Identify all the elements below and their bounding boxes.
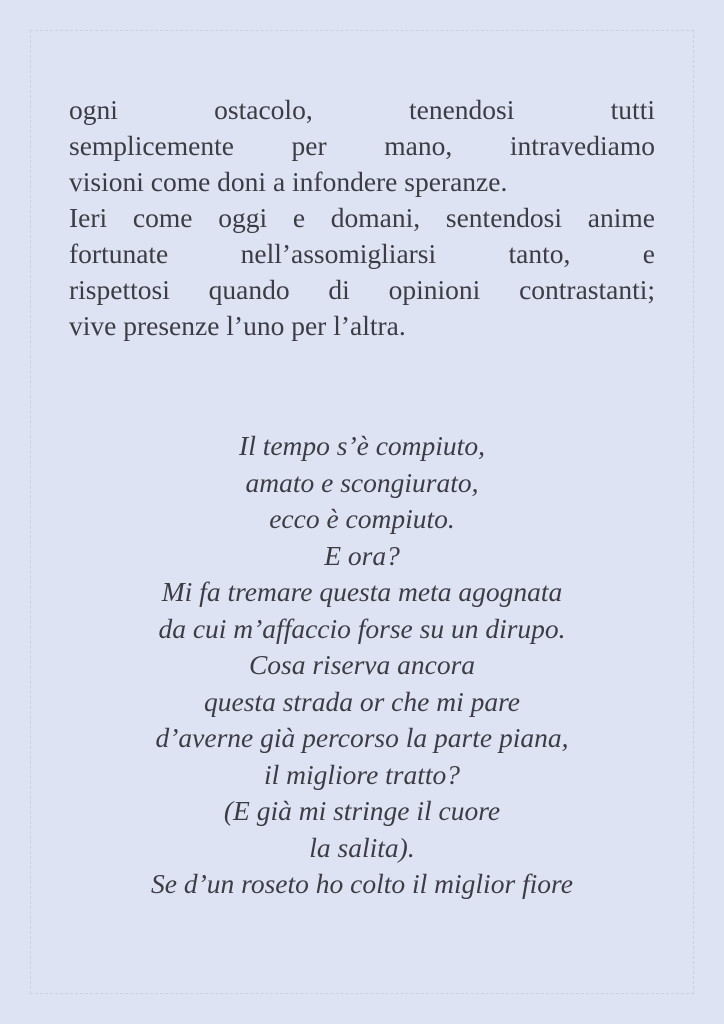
poem-line: E ora? [324,539,400,571]
prose-word: ogni [69,94,118,125]
prose-word: semplicemente [69,130,234,161]
poem-line: questa strada or che mi pare [204,685,520,717]
prose-word: intravediamo [509,130,655,161]
prose-paragraph [69,92,655,344]
prose-line: visioni come doni a infondere speranze. [69,166,508,197]
prose-word: per [291,130,327,161]
prose-line [69,92,655,128]
prose-word: tutti [610,94,655,125]
prose-word: nell’assomigliarsi [240,238,437,269]
prose-word: oggi [218,202,268,233]
poem-stanza [0,428,724,903]
poem-line: la salita). [309,831,415,863]
prose-word: come [132,202,193,233]
poem-line: il migliore tratto? [263,758,461,790]
prose-word: anime [587,202,655,233]
poem-line: da cui m’affaccio forse su un dirupo. [158,612,566,644]
prose-line: vive presenze l’uno per l’altra. [69,310,406,341]
prose-line [69,128,655,164]
poem-line: (E già mi stringe il cuore [223,795,501,826]
prose-word: tenendosi [408,94,515,125]
poem-line: Se d’un roseto ho colto il miglior fiore [151,868,573,899]
poem-line: Mi fa tremare questa meta agognata [161,576,563,607]
prose-word: fortunate [69,238,169,269]
prose-word: opinioni [388,274,481,305]
prose-word: e [292,202,306,233]
prose-word: ostacolo, [214,94,313,125]
poem-line: Cosa riserva ancora [248,649,476,680]
prose-word: di [328,274,350,305]
prose-line [69,272,655,308]
prose-word: e [642,238,655,269]
prose-word: Ieri [69,202,108,233]
poem-line: d’averne già percorso la parte piana, [155,722,569,753]
prose-word: contrastanti; [519,274,655,305]
prose-word: rispettosi [69,274,170,305]
prose-word: domani, [330,202,421,233]
prose-word: tanto, [508,238,571,269]
prose-line [69,200,655,236]
poem-line: ecco è compiuto. [269,503,455,534]
prose-line [69,236,655,272]
prose-word: sentendosi [445,202,562,233]
prose-word: mano, [384,130,453,161]
prose-word: quando [208,274,290,305]
poem-line: amato e scongiurato, [245,466,479,498]
poem-line: Il tempo s’è compiuto, [239,430,485,461]
